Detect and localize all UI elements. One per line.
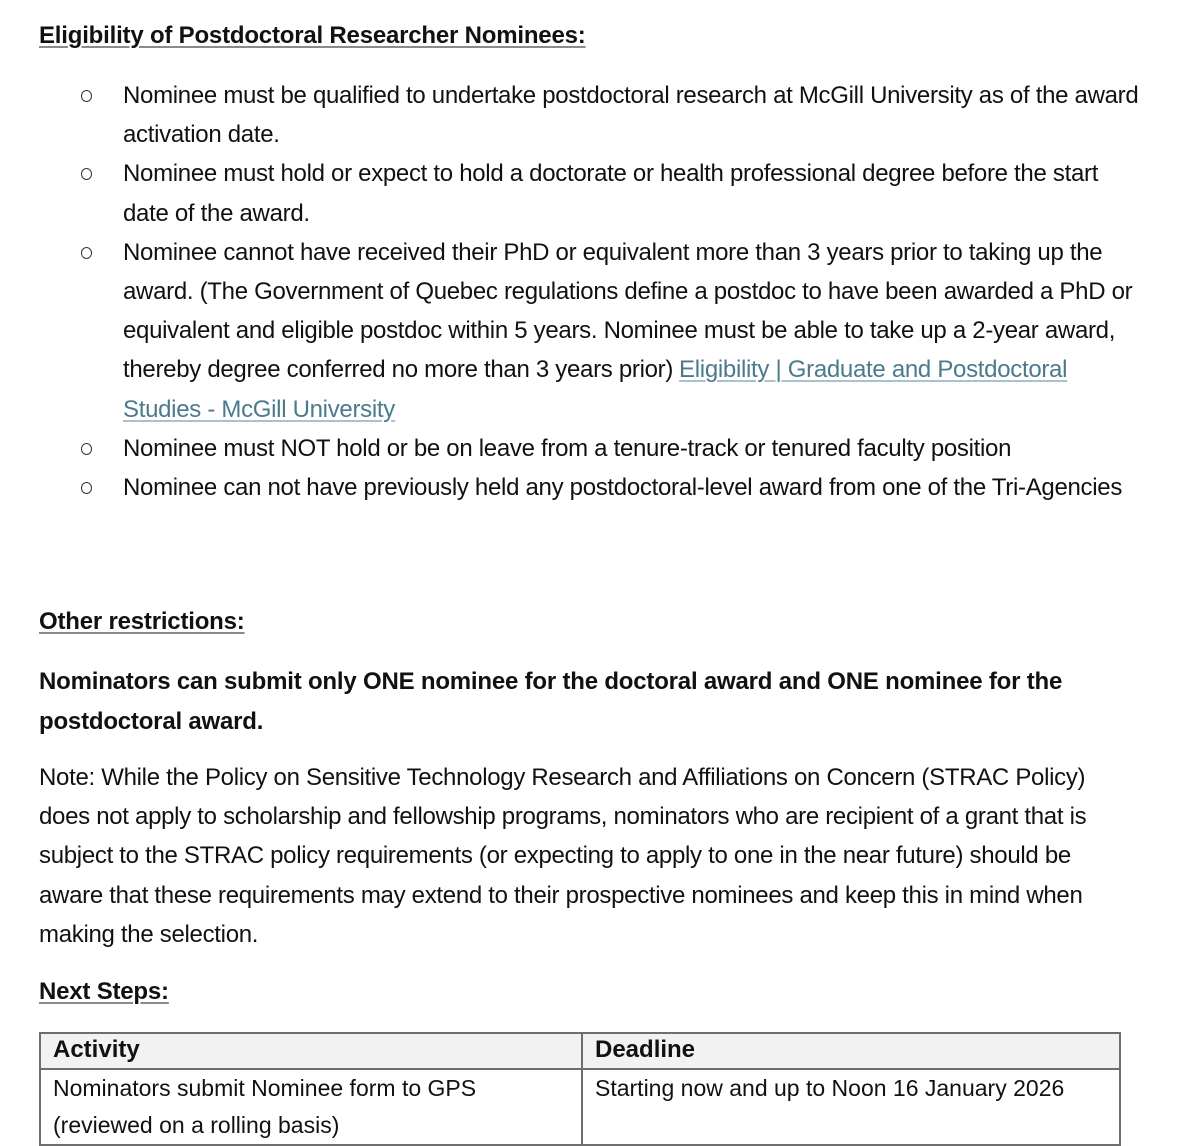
list-item xyxy=(39,76,1139,154)
column-header-deadline: Deadline xyxy=(582,1033,1120,1069)
list-item xyxy=(39,233,1139,429)
strac-note-paragraph: Note: While the Policy on Sensitive Technology Research and Affiliations on Concern (STRAC Policy) does not apply to scholarship and fellowship programs, nominators who are recipient of a grant that is subject to the STRAC policy requirements (or expecting to apply to one in the near future) should be aware that these requirements may extend to their prospective nominees and keep this in mind when making the selection. xyxy=(39,764,1087,948)
deadline-cell: Starting now and up to Noon 16 January 2026 xyxy=(582,1069,1120,1145)
next-steps-heading: Next Steps: xyxy=(39,978,169,1005)
next-steps-table xyxy=(39,1032,1121,1146)
hollow-circle-bullet-icon xyxy=(81,443,92,455)
list-item-text: Nominee cannot have received their PhD or equivalent more than 3 years prior to taking up the award. (The Government of Quebec regulations define a postdoc to have been awarded a PhD or equivalent and eligible postdoc within 5 years. Nominee must be able to take up a 2-year award, thereby degree conferred no more than 3 years prior) xyxy=(123,238,1133,384)
hollow-circle-bullet-icon xyxy=(81,168,92,180)
nominator-limit-paragraph: Nominators can submit only ONE nominee for the doctoral award and ONE nominee for the postdoctoral award. xyxy=(39,668,1063,735)
list-item-text: Nominee can not have previously held any postdoctoral-level award from one of the Tri-Agencies xyxy=(123,474,1123,502)
table-row xyxy=(40,1069,1120,1145)
list-item xyxy=(39,468,1139,507)
hollow-circle-bullet-icon xyxy=(81,482,92,494)
hollow-circle-bullet-icon xyxy=(81,247,92,259)
activity-cell: Nominators submit Nominee form to GPS (reviewed on a rolling basis) xyxy=(40,1069,582,1145)
eligibility-heading: Eligibility of Postdoctoral Researcher Nominees: xyxy=(39,22,586,49)
column-header-activity: Activity xyxy=(40,1033,582,1069)
eligibility-mcgill-link[interactable]: Eligibility | Graduate and Postdoctoral Studies - McGill University xyxy=(123,356,1068,423)
hollow-circle-bullet-icon xyxy=(81,90,92,102)
other-restrictions-heading: Other restrictions: xyxy=(39,608,245,635)
table-header-row xyxy=(40,1033,1120,1069)
list-item-text: Nominee must hold or expect to hold a doctorate or health professional degree before the start date of the award. xyxy=(123,160,1099,227)
list-item xyxy=(39,429,1139,468)
eligibility-list xyxy=(39,76,1139,507)
list-item-text: Nominee must NOT hold or be on leave from a tenure-track or tenured faculty position xyxy=(123,434,1012,462)
list-item-text: Nominee must be qualified to undertake postdoctoral research at McGill University as of the award activation date. xyxy=(123,82,1139,149)
list-item xyxy=(39,154,1139,232)
